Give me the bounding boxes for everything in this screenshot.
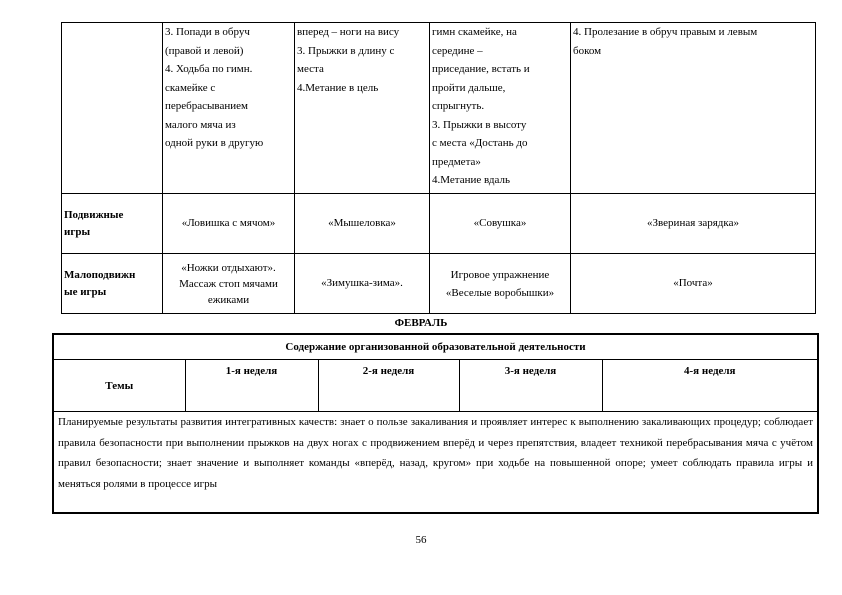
plan-header-row [53, 334, 818, 360]
mobile-games-row [62, 194, 816, 254]
low-game-week4: «Почта» [571, 254, 816, 314]
page-number: 56 [415, 534, 427, 546]
low-game-week2: «Зимушка-зима». [295, 254, 430, 314]
exercises-row [62, 23, 816, 194]
week-1-header: 1-я неделя [185, 360, 318, 412]
results-row [53, 412, 818, 514]
mobile-game-week2: «Мышеловка» [295, 194, 430, 254]
plan-header: Содержание организованной образовательной деятельности [53, 334, 818, 360]
weeks-row [53, 360, 818, 412]
exercises-week1-cell: 3. Попади в обруч (правой и левой) 4. Ходьба по гимн. скамейке с перебрасыванием малого мяча из одной руки в другую [163, 23, 295, 194]
plan-table [52, 333, 819, 514]
empty-label-cell [62, 23, 163, 194]
low-mobility-games-row [62, 254, 816, 314]
mobile-games-label: Подвижные игры [62, 194, 163, 254]
mobile-game-week4: «Звериная зарядка» [571, 194, 816, 254]
month-title: ФЕВРАЛЬ [394, 317, 448, 329]
exercises-week2-cell: вперед – ноги на вису 3. Прыжки в длину с места 4.Метание в цель [295, 23, 430, 194]
exercises-week3-cell: гимн скамейке, на середине – приседание, встать и пройти дальше, спрыгнуть. 3. Прыжки в высоту с места «Достань до предмета» 4.Метание вдаль [430, 23, 571, 194]
themes-label: Темы [53, 360, 185, 412]
exercises-week4-cell: 4. Пролезание в обруч правым и левым боком [571, 23, 816, 194]
week-2-header: 2-я неделя [318, 360, 459, 412]
low-game-week1: «Ножки отдыхают». Массаж стоп мячами ежиками [163, 254, 295, 314]
mobile-game-week1: «Ловишка с мячом» [163, 194, 295, 254]
mobile-game-week3: «Совушка» [430, 194, 571, 254]
low-mobility-games-label: Малоподвижн ые игры [62, 254, 163, 314]
week-3-header: 3-я неделя [459, 360, 602, 412]
activities-table [61, 22, 816, 314]
week-4-header: 4-я неделя [602, 360, 818, 412]
planned-results-text: Планируемые результаты развития интегративных качеств: знает о пользе закаливания и проявляет интерес к выполнению закаливающих процедур; соблюдает правила безопасности при выполнении прыжков на двух ногах с продвижением вперёд и через препятствия, владеет техникой перебрасывания мяча с учётом правил безопасности; знает значение и выполняет команды «вперёд, назад, кругом» при ходьбе на повышенной опоре; умеет соблюдать правила игры и меняться ролями в процессе игры [53, 412, 818, 514]
low-game-week3: Игровое упражнение «Веселые воробышки» [430, 254, 571, 314]
